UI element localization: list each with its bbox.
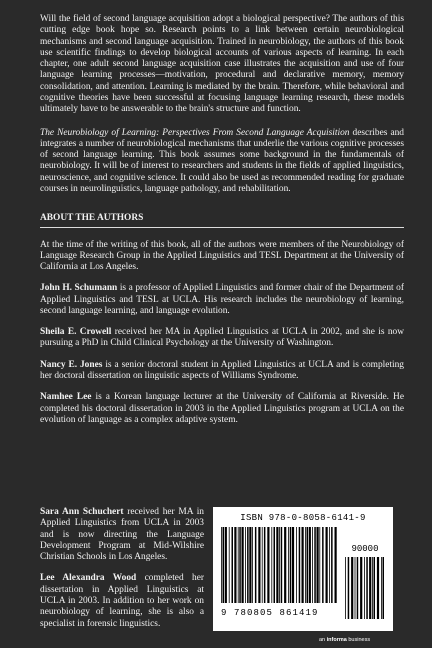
narrow-bios-column (40, 507, 204, 640)
isbn-number: ISBN 978-0-8058-6141-9 (240, 513, 366, 523)
author-bio (40, 283, 404, 317)
description-paragraph-2 (40, 128, 404, 196)
barcode-bars-group (221, 527, 385, 619)
ean-barcode-column (221, 527, 339, 619)
ean-barcode-icon (221, 527, 339, 603)
about-authors-heading: ABOUT THE AUTHORS (40, 213, 144, 224)
ean-digits: 9 780805 861419 (221, 608, 319, 619)
author-name: Lee Alexandra Wood (40, 573, 137, 584)
author-bio-text: is a Korean language lecturer at the University of California at Riverside. He completed his doctoral dissertation in 2003 in the Applied Linguistics program at UCLA on the evolution of language as a complex adaptive system. (40, 392, 404, 425)
author-name: John H. Schumann (40, 283, 118, 294)
book-title: The Neurobiology of Learning: Perspectives From Second Language Acquisition (40, 127, 350, 138)
isbn-barcode (213, 507, 393, 631)
addon-barcode-icon (345, 557, 385, 619)
author-bio (40, 327, 404, 350)
author-name: Namhee Lee (40, 392, 92, 403)
author-bio (40, 360, 404, 383)
publisher-tagline-prefix: an (319, 637, 327, 643)
author-bio-text: received her MA in Applied Linguistics at UCLA in 2002, and she is now pursuing a PhD in Child Clinical Psychology at the University of Washington. (40, 327, 404, 349)
author-bio-text: is a professor of Applied Linguistics and former chair of the Department of Applied Linguistics and TESL at UCLA. His research includes the neurobiology of learning, second language learning, and language evolution. (40, 283, 404, 316)
author-bio-text: received her MA in Applied Linguistics from UCLA in 2003 and is now directing the Language Development Program at Mid-Wilshire Christian Schools in Los Angeles. (40, 507, 204, 563)
author-bio (40, 392, 404, 426)
author-name: Sara Ann Schuchert (40, 507, 124, 517)
section-divider (40, 227, 404, 228)
author-bio (40, 573, 204, 629)
addon-barcode-column (345, 544, 385, 619)
author-bio-text: completed her dissertation in Applied Linguistics at UCLA in 2003. In addition to her work on neurobiology of learning, she is also a specialist in forensic linguistics. (40, 573, 204, 629)
author-bio (40, 507, 204, 563)
publisher-brand: informa (326, 637, 347, 643)
author-bio-text: is a senior doctoral student in Applied Linguistics at UCLA and is completing her doctoral dissertation on linguistic aspects of Williams Syndrome. (40, 359, 404, 382)
author-name: Nancy E. Jones (40, 359, 103, 370)
description-paragraph-1: Will the field of second language acquisition adopt a biological perspective? The authors of this cutting edge book hope so. Research points to a link between certain neurobiological mechanisms and second language acquisition. Trained in neurobiology, the authors of this book use scientific findings to develop biological accounts of various aspects of learning. In each chapter, one adult second language acquisition case illustrates the acquisition and use of four language learning processes—motivation, procedural and declarative memory, memory consolidation, and attention. Learning is mediated by the brain. Therefore, while behavioral and cognitive theories have been successful at focusing language learning research, these models ultimately have to be answerable to the brain's structure and function. (40, 14, 404, 115)
author-name: Sheila E. Crowell (40, 327, 112, 338)
price-addon-number: 90000 (351, 544, 379, 555)
publisher-tagline (319, 637, 370, 644)
about-authors-intro: At the time of the writing of this book, all of the authors were members of the Neurobiology of Language Research Group in the Applied Linguistics and TESL Department at the University of California at Los Angeles. (40, 239, 404, 273)
publisher-tagline-suffix: business (346, 637, 371, 643)
description-paragraph-2-text: describes and integrates a number of neurobiological mechanisms that underlie the various cognitive processes of second language learning. This book assumes some background in the fundamentals of neurobiology. It will be of interest to researchers and students in the fields of applied linguistics, neuroscience, and cognitive science. It could also be used as recommended reading for graduate courses in neurolinguistics, language pathology, and rehabilitation. (40, 127, 404, 194)
